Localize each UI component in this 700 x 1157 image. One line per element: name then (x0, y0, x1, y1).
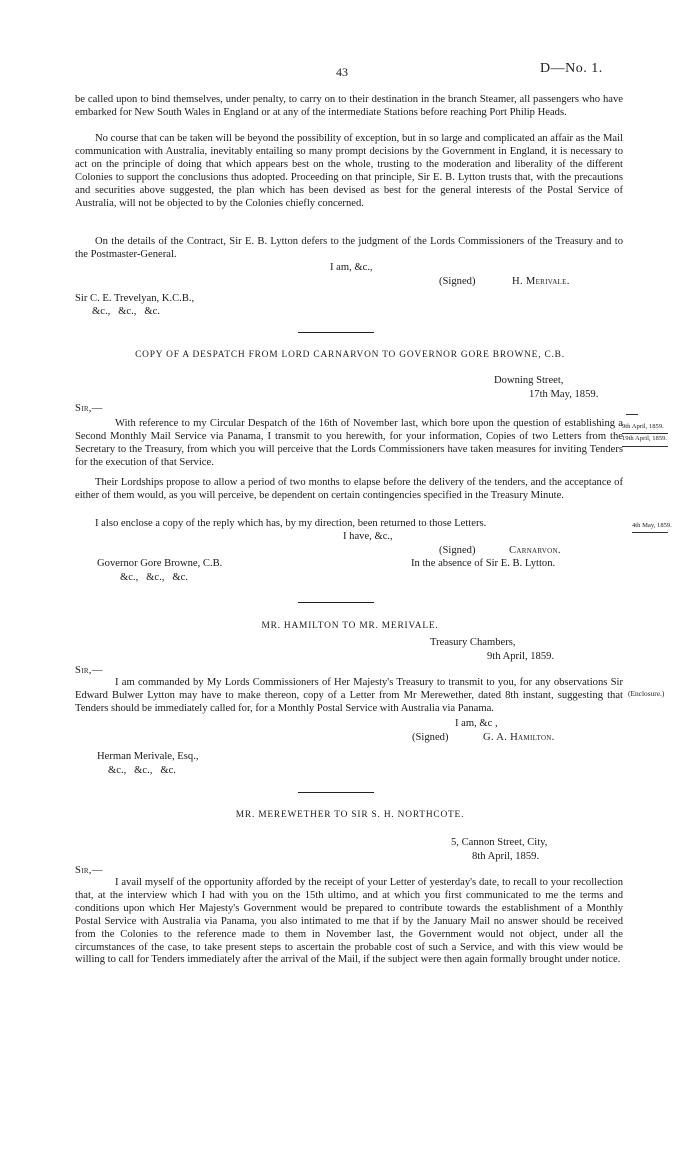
section-divider (298, 602, 374, 603)
merivale-addressee-etc: &c., &c., &c. (92, 306, 160, 317)
document-reference: D—No. 1. (540, 61, 603, 76)
section-divider (298, 332, 374, 333)
carnarvon-absence-note: In the absence of Sir E. B. Lytton. (411, 558, 556, 569)
carnarvon-closing: I have, &c., (343, 531, 393, 542)
margin-rule (622, 446, 668, 447)
hamilton-addressee: Herman Merivale, Esq., (97, 751, 199, 762)
carnarvon-place: Downing Street, (494, 375, 564, 386)
hamilton-heading: MR. HAMILTON TO MR. MERIVALE. (261, 621, 439, 631)
margin-note-date: 4th May, 1859. (632, 522, 672, 529)
carnarvon-signed: (Signed) (439, 545, 476, 556)
merivale-signed: (Signed) (439, 276, 476, 287)
hamilton-signed: (Signed) (412, 732, 449, 743)
hamilton-addressee-etc: &c., &c., &c. (108, 765, 176, 776)
margin-rule (632, 532, 668, 533)
carnarvon-paragraph-3: I also enclose a copy of the reply which has, by my direction, been returned to those Letters. (95, 518, 487, 529)
merivale-addressee: Sir C. E. Trevelyan, K.C.B., (75, 293, 195, 304)
margin-note-date: 9th April, 1859. (622, 423, 664, 430)
hamilton-date: 9th April, 1859. (487, 651, 555, 662)
margin-note-enclosure: (Enclosure.) (628, 689, 665, 698)
margin-note-date: 19th April, 1859. (622, 435, 668, 442)
margin-rule (626, 414, 638, 415)
merivale-paragraph-2: No course that can be taken will be beyond the possibility of exception, but in so large and complicated an affair as the Mail communication with Australia, inevitably entailing so many prompt decisions by the Government in England, it is necessary to act on the principle of doing that which appears best on the whole, trusting to the moderation and liberality of the different Colonies to support the conclusions thus adopted. Proceeding on that principle, Sir E. B. Lytton trusts that, with the precautions and securities above suggested, the plan which has been devised as best for the general interests of the Postal Service of Australia, will not be objected to by the Colonies chiefly concerned. (75, 133, 623, 209)
carnarvon-addressee: Governor Gore Browne, C.B. (97, 558, 223, 569)
margin-rule (622, 433, 668, 434)
hamilton-signatory: G. A. Hamilton. (483, 732, 555, 743)
carnarvon-paragraph-1: With reference to my Circular Despatch of the 16th of November last, which bore upon the question of establishing a Second Monthly Mail Service via Panama, I transmit to you herewith, for your information, Copies of two Letters from the Secretary to the Treasury, from which you will perceive that the Lords Commissioners have taken measures for inviting Tenders for the execution of that Service. (75, 418, 623, 468)
merivale-paragraph-3: On the details of the Contract, Sir E. B. Lytton defers to the judgment of the Lords Commissioners of the Treasury and to the Postmaster-General. (75, 236, 623, 260)
merivale-paragraph-1: be called upon to bind themselves, under penalty, to carry on to their destination in the branch Steamer, all passengers who have embarked for New South Wales in England or at any of the intermediate Stations before reaching Port Philip Heads. (75, 94, 623, 118)
carnarvon-paragraph-2: Their Lordships propose to allow a period of two months to elapse before the delivery of the tenders, and the acceptance of either of them would, as you will perceive, be dependent on certain contingencies specified in the Treasury Minute. (75, 477, 623, 501)
carnarvon-heading: COPY OF A DESPATCH FROM LORD CARNARVON TO GOVERNOR GORE BROWNE, C.B. (135, 350, 565, 360)
carnarvon-addressee-etc: &c., &c., &c. (120, 572, 188, 583)
merewether-body: I avail myself of the opportunity afforded by the receipt of your Letter of yesterday's date, to recall to your recollection that, at the interview which I had with you on the 15th ultimo, and at which you first communicated to me the terms and conditions upon which Her Majesty's Government would be prepared to contribute towards the establishment of a Monthly Postal Service with Australia via Panama, you also intimated to me that if by the January Mail no answer should be received from the Colonies to the reference made to them in November last, the Government would not object, under all the circumstances of the case, to take present steps to ascertain the probable cost of such a Service, and with this view would be willing to call for Tenders immediately after the arrival of the Mail, if the subject were then again formally brought under notice. (75, 877, 623, 966)
hamilton-salutation: Sir,— (75, 665, 103, 676)
merewether-date: 8th April, 1859. (472, 851, 540, 862)
hamilton-body: I am commanded by My Lords Commissioners of Her Majesty's Treasury to transmit to you, for any observations Sir Edward Bulwer Lytton may have to make thereon, copy of a Letter from Mr Merewether, dated 8th instant, suggesting that Tenders should be immediately called for, for a Monthly Postal Service with Australia via Panama. (75, 677, 623, 714)
carnarvon-signatory: Carnarvon. (509, 545, 561, 556)
hamilton-place: Treasury Chambers, (430, 637, 516, 648)
merivale-closing: I am, &c., (330, 262, 373, 273)
section-divider (298, 792, 374, 793)
merivale-signatory: H. Merivale. (512, 276, 570, 287)
merewether-heading: MR. MEREWETHER TO SIR S. H. NORTHCOTE. (235, 810, 465, 820)
carnarvon-date: 17th May, 1859. (529, 389, 599, 400)
carnarvon-salutation: Sir,— (75, 403, 103, 414)
merewether-salutation: Sir,— (75, 865, 103, 876)
merewether-place: 5, Cannon Street, City, (451, 837, 548, 848)
hamilton-closing: I am, &c , (455, 718, 498, 729)
page-number: 43 (336, 65, 348, 79)
